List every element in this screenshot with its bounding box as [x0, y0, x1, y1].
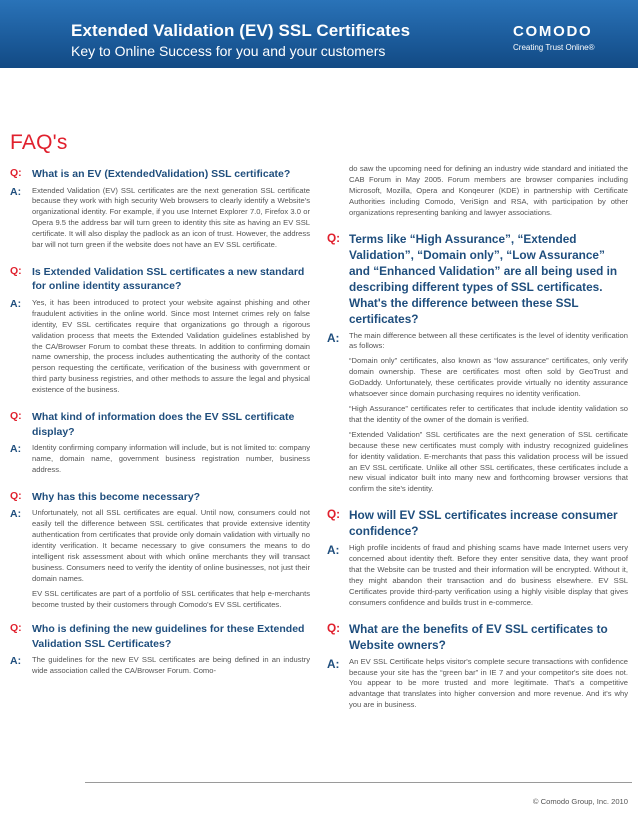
faq-answer: An EV SSL Certificate helps visitor's complete secure transactions with confidence because your site has the “green bar” in IE 7 and your competitor's site does not. You appear to be more trusted and more legitimate. That's a competitive advantage that translates into higher conversion and more revenue. And it's why you are in business. — [349, 656, 628, 710]
faq-answer-block — [327, 543, 628, 608]
faq-item-guidelines — [10, 622, 310, 651]
left-column — [10, 167, 310, 681]
document-title: Extended Validation (EV) SSL Certificates — [71, 21, 411, 40]
faq-item-owner-benefits — [327, 621, 628, 653]
answer-marker: A: — [10, 185, 22, 198]
faq-answer: Yes, it has been introduced to protect your website against phishing and other fraudulent activities in the online world. Since most Internet crimes rely on false identity, EV SSL certificates require that organizations go through a rigorous validation process that meets the Extended Validation guidelines established by the CA/Browser Forum to combat these threats. In addition to confirming domain name ownership, the process includes authenticating the authority of the contact person requesting the certificate, verification of the business with government or third party business registries, and other methods to assure the legal and physical existence of the business. — [32, 297, 310, 395]
answer-marker: A: — [10, 297, 22, 310]
faq-question: Terms like “High Assurance”, “Extended Validation”, “Domain only”, “Low Assurance” and “Enhanced Validation” are all being used in describing different types of SSL certificates. What's the difference between these SSL certificates? — [349, 231, 618, 326]
question-marker: Q: — [327, 230, 341, 245]
question-marker: Q: — [10, 622, 22, 635]
faq-answer-block — [10, 443, 310, 476]
faq-item-ev-definition — [10, 167, 310, 182]
faq-answer: “High Assurance” certificates refer to certificates that include identity validation so that the identity of the owner of the domain is verified. — [349, 403, 628, 424]
faq-answer: “Domain only” certificates, also known as “low assurance” certificates, only verify domain ownership. These are certificates most often sold by GeoTrust and GoDaddy. Unfortunately, these certificates provide virtually no identity assurance whatsoever since domain purchasing requires no identity verification. — [349, 356, 628, 399]
header-banner — [0, 0, 638, 68]
right-column — [327, 164, 628, 715]
faq-answer-block — [10, 655, 310, 677]
answer-marker: A: — [327, 330, 340, 345]
question-marker: Q: — [327, 507, 341, 522]
faq-answer-extra: EV SSL certificates are part of a portfolio of SSL certificates that help e-merchants become trusted by their customers through Comodo's EV SSL certificates. — [32, 588, 310, 609]
faq-answer: High profile incidents of fraud and phishing scams have made Internet users very concerned about identity theft. Before they enter sensitive data, they want proof that the Website can be trusted and their information will be encrypted. Without it, they might abandon their transaction and do business elsewhere. EV SSL Certificates provide third-party verification using a highly visible display that gives consumers confidence and builds trust in e-commerce. — [349, 543, 628, 607]
faq-answer-block — [327, 657, 628, 712]
footer-copyright: © Comodo Group, Inc. 2010 — [532, 797, 628, 806]
faq-answer: “Extended Validation” SSL certificates are the next generation of SSL certificate because these new certificates must comply with industry recognized guidelines for identity validation. E-merchants that pass this validation process will be issued an EV SSL certificate. Unlike all other SSL certificates, these certificates include a new visual indicator built into many new and forthcoming browser versions that confirm the site's identity. — [349, 429, 628, 494]
faq-question: Why has this become necessary? — [32, 490, 201, 503]
faq-answer: The main difference between all these certificates is the level of identity verification as follows: — [349, 330, 628, 351]
faq-answer-block — [10, 298, 310, 396]
faq-answer: Identity confirming company information will include, but is not limited to: company name, domain name, government business registration number, business address. — [32, 443, 310, 474]
question-marker: Q: — [10, 167, 22, 179]
faq-item-terms-difference — [327, 231, 628, 327]
faq-item-new-standard — [10, 265, 310, 294]
faq-item-consumer-confidence — [327, 507, 628, 539]
faq-answer: The guidelines for the new EV SSL certificates are being defined in an industry wide association called the CA/Browser Forum. Como- — [32, 655, 310, 676]
faq-answer: Unfortunately, not all SSL certificates are equal. Until now, consumers could not easily tell the difference between SSL certificates that provide extensive identity authentication from certificates that provide only domain validation with virtually no identity verification. It became necessary to give consumers the means to do intelligent risk assessment about with which online merchants they will transact business. Consumers need to verify the identity of online businesses, not just their domain names. — [32, 508, 310, 583]
answer-marker: A: — [327, 656, 340, 671]
question-marker: Q: — [327, 620, 341, 635]
logo-tagline: Creating Trust Online® — [513, 43, 595, 52]
question-marker: Q: — [10, 264, 22, 277]
document-subtitle: Key to Online Success for you and your customers — [71, 43, 386, 59]
faq-question: What is an EV (ExtendedValidation) SSL certificate? — [32, 168, 291, 180]
faq-question: How will EV SSL certificates increase consumer confidence? — [349, 508, 618, 539]
faq-question: Is Extended Validation SSL certificates a new standard for online identity assurance? — [32, 265, 305, 293]
faq-answer-block — [10, 186, 310, 251]
faq-question: What are the benefits of EV SSL certificates to Website owners? — [349, 621, 608, 652]
faq-question: What kind of information does the EV SSL certificate display? — [32, 411, 295, 438]
footer-divider — [85, 782, 632, 783]
answer-marker: A: — [10, 655, 22, 668]
faq-answer-continuation: do saw the upcoming need for defining an industry wide standard and initiated the CAB Forum in May 2005. Forum members are browser companies including Microsoft, Mozilla, Opera and Konqeurer (KDE) in partnership with Certificate Authorities including Comodo, VeriSign and RSA, with participation by other organizations representing banking and lawyer associations. — [349, 164, 628, 217]
logo-wordmark: COMODO — [513, 23, 593, 40]
comodo-logo — [513, 24, 594, 53]
answer-marker: A: — [10, 508, 22, 521]
faq-question: Who is defining the new guidelines for these Extended Validation SSL Certificates? — [32, 623, 305, 650]
faq-answer-block — [327, 331, 628, 496]
question-marker: Q: — [10, 410, 22, 423]
faq-heading: FAQ's — [10, 131, 68, 154]
faq-item-info-display — [10, 410, 310, 439]
faq-item-why-necessary — [10, 490, 310, 505]
faq-answer-block — [10, 508, 310, 584]
faq-answer: Extended Validation (EV) SSL certificates are the next generation SSL certificate because they work with high security Web browsers to clearly identify a Website's organizational identity. For example, if you use Internet Explorer 7.0, Firefox 3.0 or Opera 9.5 the address bar will turn green to identity this site as having an EV SSL certificate. It will also display the padlock as an icon of trust. However, the address bar will not turn green if the website does not have an EV SSL certificate. — [32, 185, 310, 250]
answer-marker: A: — [10, 443, 22, 456]
question-marker: Q: — [10, 489, 22, 502]
answer-marker: A: — [327, 543, 340, 558]
